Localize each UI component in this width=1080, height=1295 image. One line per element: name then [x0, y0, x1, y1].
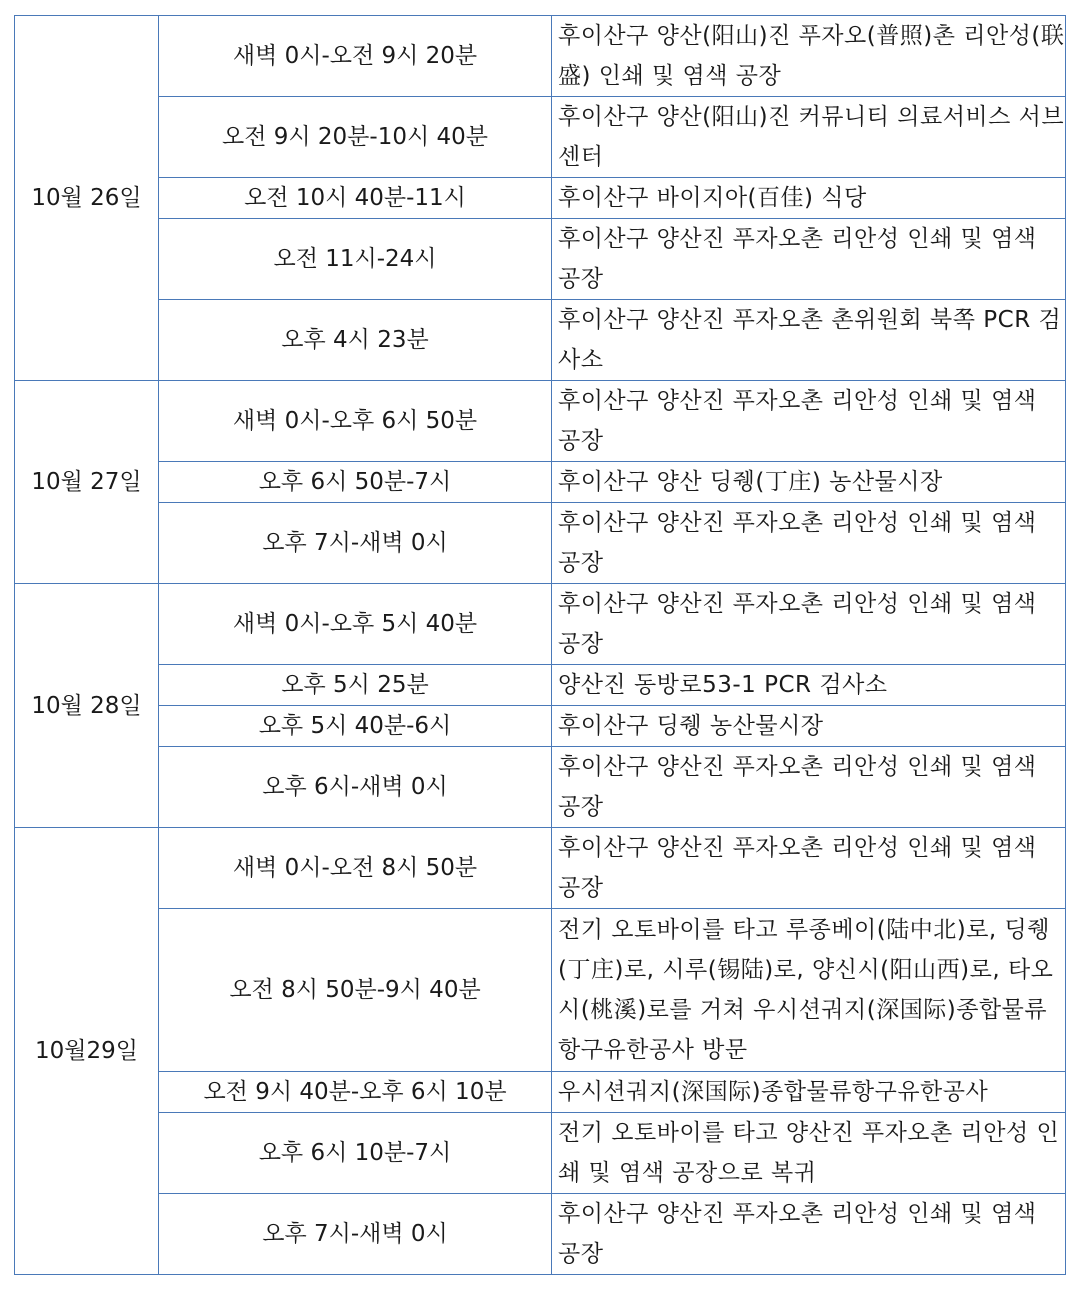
- table-row: [15, 178, 1066, 219]
- table-row: [15, 16, 1066, 97]
- place-cell: 우시션궈지(深国际)종합물류항구유한공사: [552, 1072, 1066, 1113]
- place-cell: 후이산구 양산진 푸자오촌 리안성 인쇄 및 염색 공장: [552, 584, 1066, 665]
- place-cell: 후이산구 양산진 푸자오촌 리안성 인쇄 및 염색 공장: [552, 1194, 1066, 1275]
- date-cell: 10월29일: [15, 828, 159, 1275]
- table-row: [15, 828, 1066, 909]
- place-cell: 후이산구 양산진 푸자오촌 리안성 인쇄 및 염색 공장: [552, 219, 1066, 300]
- time-cell: 오전 8시 50분-9시 40분: [159, 909, 552, 1072]
- time-cell: 새벽 0시-오후 5시 40분: [159, 584, 552, 665]
- time-cell: 새벽 0시-오후 6시 50분: [159, 381, 552, 462]
- place-cell: 양산진 동방로53-1 PCR 검사소: [552, 665, 1066, 706]
- place-cell: 전기 오토바이를 타고 루종베이(陆中北)로, 딩쥉(丁庄)로, 시루(锡陆)로, 양신시(阳山西)로, 타오시(桃溪)로를 거쳐 우시션궈지(深国际)종합물류항구유한공사 방문: [552, 909, 1066, 1072]
- table-row: [15, 1072, 1066, 1113]
- schedule-table: [14, 15, 1066, 1275]
- place-cell: 후이산구 양산(阳山)진 커뮤니티 의료서비스 서브센터: [552, 97, 1066, 178]
- time-cell: 오후 6시 10분-7시: [159, 1113, 552, 1194]
- time-cell: 새벽 0시-오전 9시 20분: [159, 16, 552, 97]
- schedule-body: [15, 16, 1066, 1275]
- time-cell: 오후 7시-새벽 0시: [159, 503, 552, 584]
- time-cell: 새벽 0시-오전 8시 50분: [159, 828, 552, 909]
- date-cell: 10월 26일: [15, 16, 159, 381]
- table-row: [15, 503, 1066, 584]
- time-cell: 오후 5시 40분-6시: [159, 706, 552, 747]
- place-cell: 후이산구 양산진 푸자오촌 리안성 인쇄 및 염색 공장: [552, 381, 1066, 462]
- place-cell: 후이산구 양산 딩쥉(丁庄) 농산물시장: [552, 462, 1066, 503]
- table-row: [15, 300, 1066, 381]
- table-row: [15, 1113, 1066, 1194]
- table-row: [15, 706, 1066, 747]
- time-cell: 오후 6시 50분-7시: [159, 462, 552, 503]
- place-cell: 후이산구 양산진 푸자오촌 촌위원회 북쪽 PCR 검사소: [552, 300, 1066, 381]
- table-row: [15, 97, 1066, 178]
- time-cell: 오후 4시 23분: [159, 300, 552, 381]
- table-row: [15, 747, 1066, 828]
- table-row: [15, 665, 1066, 706]
- table-row: [15, 1194, 1066, 1275]
- place-cell: 후이산구 바이지아(百佳) 식당: [552, 178, 1066, 219]
- time-cell: 오전 11시-24시: [159, 219, 552, 300]
- place-cell: 후이산구 양산진 푸자오촌 리안성 인쇄 및 염색 공장: [552, 828, 1066, 909]
- place-cell: 후이산구 양산진 푸자오촌 리안성 인쇄 및 염색 공장: [552, 747, 1066, 828]
- time-cell: 오전 10시 40분-11시: [159, 178, 552, 219]
- table-row: [15, 219, 1066, 300]
- table-row: [15, 584, 1066, 665]
- time-cell: 오후 7시-새벽 0시: [159, 1194, 552, 1275]
- time-cell: 오후 6시-새벽 0시: [159, 747, 552, 828]
- date-cell: 10월 28일: [15, 584, 159, 828]
- place-cell: 후이산구 딩쥉 농산물시장: [552, 706, 1066, 747]
- time-cell: 오전 9시 20분-10시 40분: [159, 97, 552, 178]
- time-cell: 오후 5시 25분: [159, 665, 552, 706]
- time-cell: 오전 9시 40분-오후 6시 10분: [159, 1072, 552, 1113]
- table-row: [15, 381, 1066, 462]
- table-row: [15, 462, 1066, 503]
- table-row: [15, 909, 1066, 1072]
- date-cell: 10월 27일: [15, 381, 159, 584]
- place-cell: 전기 오토바이를 타고 양산진 푸자오촌 리안성 인쇄 및 염색 공장으로 복귀: [552, 1113, 1066, 1194]
- place-cell: 후이산구 양산(阳山)진 푸자오(普照)촌 리안성(联盛) 인쇄 및 염색 공장: [552, 16, 1066, 97]
- place-cell: 후이산구 양산진 푸자오촌 리안성 인쇄 및 염색 공장: [552, 503, 1066, 584]
